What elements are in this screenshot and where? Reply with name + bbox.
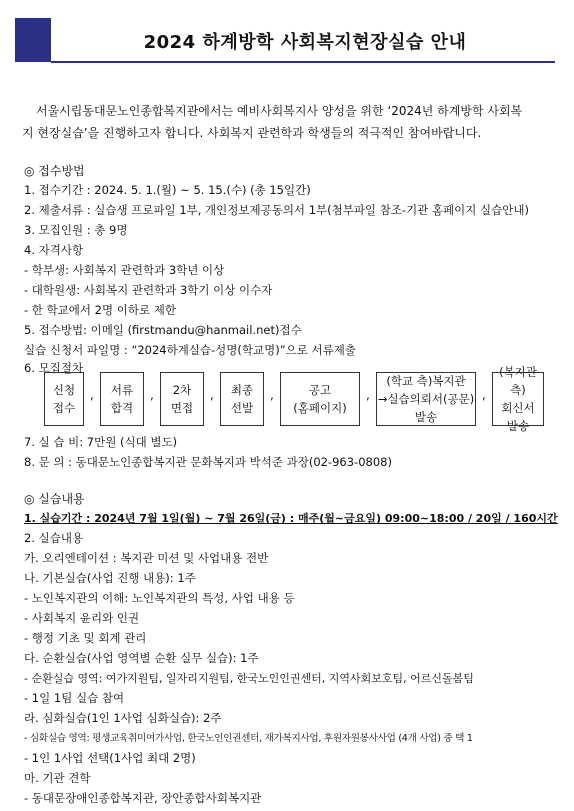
reception-item: 6. 모집절차 [24, 361, 84, 375]
reception-item: 2. 제출서류 : 실습생 프로파일 1부, 개인정보제공동의서 1부(첨부파일 참조-기관 홈페이지 실습안내) [24, 203, 529, 217]
process-step-box: 서류 합격 [100, 372, 144, 426]
section-title-reception: ◎ 접수방법 [24, 164, 85, 178]
process-step-box: 2차 면접 [160, 372, 204, 426]
reception-item: - 대학원생: 사회복지 관련학과 3학기 이상 이수자 [24, 283, 273, 297]
process-separator: , [210, 388, 214, 402]
intro-line-1: 서울시립동대문노인종합복지관에서는 예비사회복지사 양성을 위한 ‘2024년 하계방학 사회복 [36, 104, 523, 118]
reception-item: 7. 실 습 비: 7만원 (식대 별도) [24, 435, 178, 449]
document-header [15, 18, 555, 62]
content-item: 2. 실습내용 [24, 531, 84, 545]
reception-item: 실습 신청서 파일명 : “2024하계실습-성명(학교명)”으로 서류제출 [24, 343, 356, 357]
process-step-box: 신청 접수 [44, 372, 84, 426]
content-item: - 순환실습 영역: 여가지원팀, 일자리지원팀, 한국노인인권센터, 지역사회보호팀, 어르신돌봄팀 [24, 672, 474, 685]
reception-item: 1. 접수기간 : 2024. 5. 1.(월) ~ 5. 15.(수) (총 15일간) [24, 183, 311, 197]
process-separator: , [482, 388, 486, 402]
practice-period: 1. 실습기간 : 2024년 7월 1일(월) ~ 7월 26일(금) : 매주(월~금요일) 09:00~18:00 / 20일 / 160시간 [24, 512, 558, 525]
header-underline [51, 61, 555, 63]
content-item: 다. 순환실습(사업 영역별 순환 실무 실습): 1주 [24, 651, 259, 665]
process-step-box: (복지관측) 회신서 발송 [492, 372, 544, 426]
content-item: 마. 기관 견학 [24, 771, 91, 785]
reception-item: 5. 접수방법: 이메일 (firstmandu@hanmail.net)접수 [24, 323, 302, 337]
content-item: - 사회복지 윤리와 인권 [24, 611, 140, 625]
section-title-content: ◎ 실습내용 [24, 492, 85, 506]
content-item: - 노인복지관의 이해: 노인복지관의 특성, 사업 내용 등 [24, 591, 295, 605]
content-item: - 행정 기초 및 회계 관리 [24, 631, 147, 645]
reception-item: - 학부생: 사회복지 관련학과 3학년 이상 [24, 263, 225, 277]
content-item: 나. 기본실습(사업 진행 내용): 1주 [24, 571, 196, 585]
content-item: 가. 오리엔테이션 : 복지관 미션 및 사업내용 전반 [24, 551, 269, 565]
header-accent-block [15, 18, 51, 62]
reception-item: 4. 자격사항 [24, 243, 84, 257]
reception-item: 8. 문 의 : 동대문노인종합복지관 문화복지과 박석준 과장(02-963-0808) [24, 455, 392, 469]
reception-item: 3. 모집인원 : 총 9명 [24, 223, 128, 237]
content-item: 라. 심화실습(1인 1사업 심화실습): 2주 [24, 711, 222, 725]
intro-line-2: 지 현장실습’을 진행하고자 합니다. 사회복지 관련학과 학생들의 적극적인 참여바랍니다. [22, 126, 482, 140]
process-step-box: 공고 (홈페이지) [280, 372, 360, 426]
process-separator: , [270, 388, 274, 402]
process-separator: , [366, 388, 370, 402]
process-step-box: (학교 측)복지관 →실습의뢰서(공문) 발송 [377, 374, 475, 424]
process-separator: , [150, 388, 154, 402]
page-title: 2024 하계방학 사회복지현장실습 안내 [143, 32, 467, 53]
content-item: - 심화실습 영역: 평생교육취미여가사업, 한국노인인권센터, 재가복지사업, 후원자원봉사사업 (4개 사업) 중 택 1 [24, 733, 473, 744]
intro-paragraph [22, 100, 554, 144]
recruitment-process [44, 365, 544, 433]
reception-item: - 한 학교에서 2명 이하로 제한 [24, 303, 176, 317]
content-item: - 1인 1사업 선택(1사업 최대 2명) [24, 751, 196, 765]
content-item: - 동대문장애인종합복지관, 장안종합사회복지관 [24, 791, 262, 805]
process-step-box: 최종 선발 [220, 372, 264, 426]
content-item: - 1일 1팀 실습 참여 [24, 691, 125, 705]
process-separator: , [90, 388, 94, 402]
